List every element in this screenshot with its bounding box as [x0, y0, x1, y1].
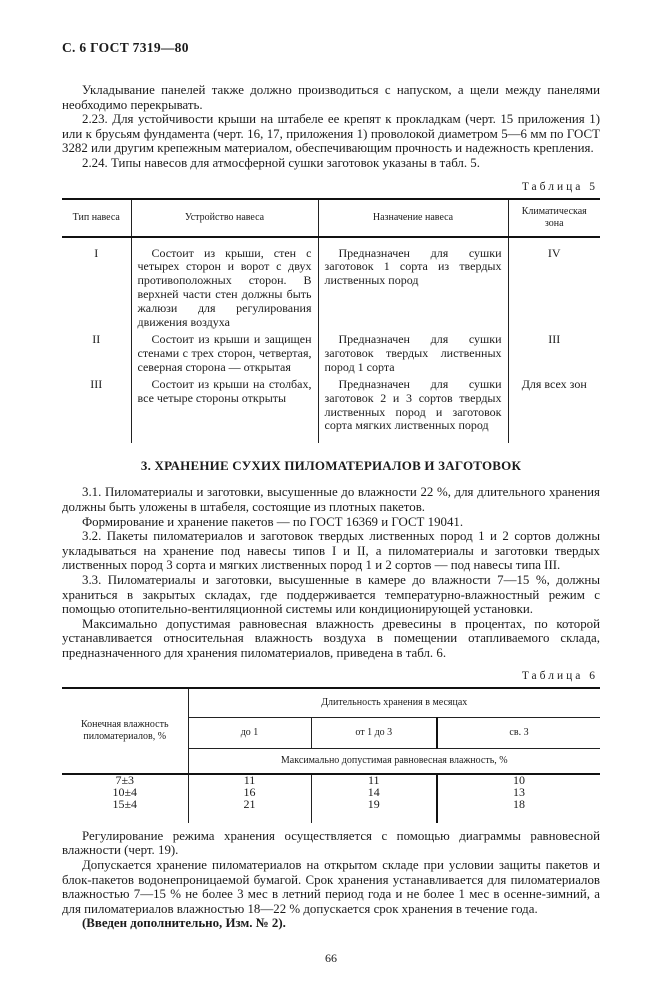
body-paragraph: 2.24. Типы навесов для атмосферной сушки заготовок указаны в табл. 5. — [82, 155, 480, 170]
cell-moisture: 7±3 — [115, 773, 135, 788]
table-row — [62, 375, 600, 444]
amendment-note: (Введен дополнительно, Изм. № 2). — [82, 916, 286, 931]
cell-device: Состоит из крыши на столбах, все четыре стороны открыты — [131, 375, 318, 444]
cell-value: 16 — [188, 787, 311, 799]
table6 — [62, 687, 600, 822]
body-paragraph: 2.23. Для устойчивости крыши на штабеле ее крепят к прокладкам (черт. 15 приложения 1) или к брусьям фундамента (черт. 16, 17, приложения 1) проволокой диаметром 5—6 мм по ГОСТ 3282 или другим крепежным материалом, обеспечивающим прочность и надежность крепления. — [62, 112, 600, 156]
sub-header: св. 3 — [437, 718, 600, 749]
body-paragraph: Укладывание панелей также должно производиться с напуском, а щели между панелями необходимо перекрывать. — [62, 83, 600, 112]
cell-type: II — [92, 332, 101, 346]
cell-moisture: 15±4 — [112, 797, 138, 812]
body-paragraph: 3.2. Пакеты пиломатериалов и заготовок твердых лиственных пород 1 и 2 сортов должны укладываться на хранение под навесы типов I и II, а пиломатериалы и заготовки твердых лиственных пород 3 сорта и мягких лиственных пород 1 и 2 сортов — под навесы типа III. — [62, 529, 600, 573]
cell-value: 13 — [437, 787, 600, 799]
cell-value: 18 — [437, 799, 600, 823]
table6-label: Таблица 6 — [521, 670, 598, 683]
cell-value: 11 — [188, 774, 311, 787]
cell-value: 19 — [311, 799, 437, 823]
group-header: Длительность хранения в месяцах — [188, 688, 600, 718]
span-header: Максимально допустимая равновесная влажность, % — [188, 749, 600, 775]
sub-header: до 1 — [188, 718, 311, 749]
cell-zone: IV — [508, 237, 600, 330]
cell-zone: III — [508, 330, 600, 375]
cell-purpose: Предназначен для сушки заготовок 1 сорта из твердых лиственных пород — [318, 237, 508, 330]
sub-header: от 1 до 3 — [311, 718, 437, 749]
body-paragraph: Формирование и хранение пакетов — по ГОСТ 16369 и ГОСТ 19041. — [82, 514, 464, 529]
cell-value: 14 — [311, 787, 437, 799]
body-paragraph: 3.3. Пиломатериалы и заготовки, высушенные в камере до влажности 7—15 %, должны храниться в закрытых складах, где поддерживается температурно-влажностный режим с помощью отопительно-вентиляционной системы или кондиционирующей установки. — [62, 572, 600, 617]
cell-value: 11 — [311, 774, 437, 787]
page-header: С. 6 ГОСТ 7319—80 — [62, 40, 189, 55]
body-paragraph: 3.1. Пиломатериалы и заготовки, высушенные до влажности 22 %, для длительного хранения должны быть уложены в штабеля, состоящие из плотных пакетов. — [62, 485, 600, 514]
cell-purpose: Предназначен для сушки заготовок твердых лиственных пород 1 сорта — [318, 330, 508, 375]
table-row — [62, 237, 600, 330]
corner-header: Конечная влажность пиломатериалов, % — [62, 688, 188, 774]
cell-device: Состоит из крыши, стен с четырех сторон и ворот с двух противоположных сторон. В верхней части стен должны быть жалюзи для регулирования движения воздуха — [131, 237, 318, 330]
body-paragraph: Максимально допустимая равновесная влажность древесины в процентах, по которой устанавливается относительная влажность воздуха в помещении отапливаемого склада, предназначенного для хранения пиломатериалов, приведена в табл. 6. — [62, 616, 600, 660]
table5-header-row — [62, 199, 600, 237]
cell-moisture: 10±4 — [112, 785, 138, 800]
column-header-purpose: Назначение навеса — [318, 199, 508, 237]
table6-header-row — [62, 688, 600, 718]
section3-heading: 3. ХРАНЕНИЕ СУХИХ ПИЛОМАТЕРИАЛОВ И ЗАГОТОВОК — [140, 458, 522, 474]
cell-type: III — [90, 376, 103, 391]
cell-value: 21 — [188, 799, 311, 823]
column-header-zone: Климатическая зона — [508, 199, 600, 237]
body-paragraph: Регулирование режима хранения осуществляется с помощью диаграммы равновесной влажности (черт. 19). — [62, 828, 600, 858]
cell-purpose: Предназначен для сушки заготовок 2 и 3 сортов твердых лиственных пород и заготовок сорта мягких лиственных пород — [318, 375, 508, 444]
column-header-type: Тип навеса — [62, 199, 131, 237]
cell-value: 10 — [437, 774, 600, 787]
column-header-device: Устройство навеса — [131, 199, 318, 237]
cell-device: Состоит из крыши и защищен стенами с трех сторон, четвертая, северная сторона — открытая — [131, 330, 318, 375]
cell-zone: Для всех зон — [508, 375, 600, 444]
cell-type: I — [94, 245, 99, 260]
table5 — [62, 198, 600, 444]
page-number: 66 — [325, 951, 337, 966]
table-row — [62, 330, 600, 375]
table5-label: Таблица 5 — [521, 180, 598, 193]
table-row — [62, 799, 600, 823]
body-paragraph: Допускается хранение пиломатериалов на открытом складе при условии защиты пакетов и блок-пакетов водонепроницаемой бумагой. Срок хранения устанавливается для пиломатериалов влажностью 7—15 % не более 3 мес в летний период года и не более 1 мес в осенне-зимний, а для пиломатериалов влажностью 18—22 % допускается срок хранения в течение года. — [62, 858, 600, 916]
